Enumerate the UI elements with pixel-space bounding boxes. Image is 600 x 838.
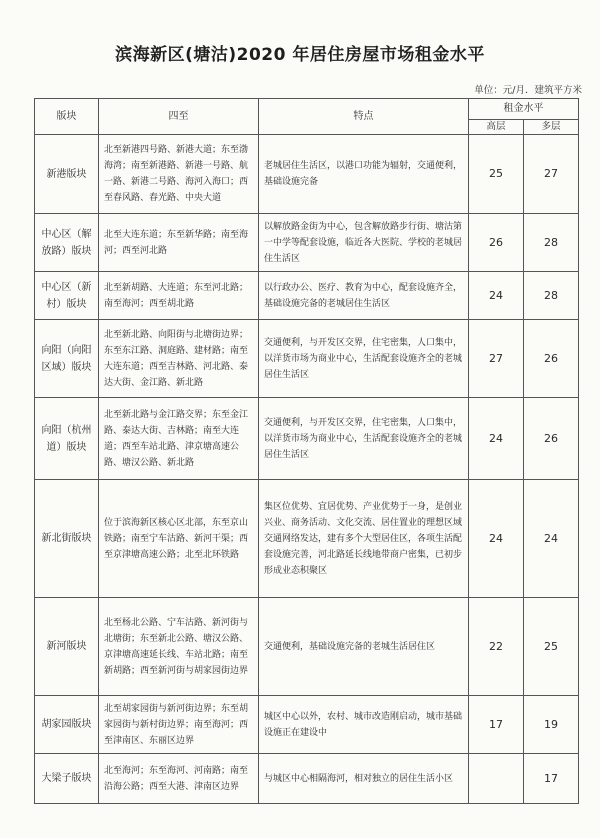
header-multi: 多层 — [524, 120, 579, 135]
features-cell: 交通便利，基础设施完备的老城生活居住区 — [259, 598, 469, 696]
features-cell: 以解放路金街为中心，包含解放路步行街、塘沽第一中学等配套设施，临近各大医院、学校的老城居住生活区 — [259, 214, 469, 272]
rent-high: 25 — [469, 135, 524, 214]
block-name: 中心区（解放路）版块 — [35, 214, 99, 272]
boundary-cell: 北至新北路、向阳街与北塘街边界；东至东江路、洞庭路、建材路；南至大连东道；西至吉林路、河北路、泰达大街、金江路、新北路 — [99, 320, 259, 398]
block-name: 中心区（新村）版块 — [35, 272, 99, 320]
rent-multi: 24 — [524, 480, 579, 598]
rent-high: 24 — [469, 272, 524, 320]
rent-high — [469, 754, 524, 804]
table-row — [35, 272, 579, 320]
table-row — [35, 598, 579, 696]
rent-multi: 26 — [524, 320, 579, 398]
boundary-cell: 北至新北路与金江路交界；东至金江路、泰达大街、吉林路；南至大连道；西至车站北路、津京塘高速公路、塘汉公路、新北路 — [99, 398, 259, 480]
table-row — [35, 696, 579, 754]
table-row — [35, 480, 579, 598]
block-name: 胡家园版块 — [35, 696, 99, 754]
rent-multi: 19 — [524, 696, 579, 754]
rent-multi: 17 — [524, 754, 579, 804]
table-row — [35, 320, 579, 398]
rent-high: 22 — [469, 598, 524, 696]
block-name: 大梁子版块 — [35, 754, 99, 804]
rent-high: 24 — [469, 480, 524, 598]
rent-high: 24 — [469, 398, 524, 480]
boundary-cell: 北至杨北公路、宁车沽路、新河街与北塘街；东至新北公路、塘汉公路、京津塘高速延长线、车站北路；南至新胡路；西至新河街与胡家园街边界 — [99, 598, 259, 696]
unit-note: 单位：元/月．建筑平方米 — [474, 85, 582, 96]
table-row — [35, 214, 579, 272]
page-title: 滨海新区(塘沽)2020 年居住房屋市场租金水平 — [115, 45, 485, 65]
block-name: 向阳（杭州道）版块 — [35, 398, 99, 480]
header-boundary: 四至 — [99, 99, 259, 135]
rent-multi: 27 — [524, 135, 579, 214]
boundary-cell: 北至新港四号路、新港大道；东至渤海湾；南至新港路、新港一号路、航一路、新港二号路、海河入海口；西至春风路、春光路、中央大道 — [99, 135, 259, 214]
features-cell: 交通便利，与开发区交界，住宅密集，人口集中，以洋货市场为商业中心，生活配套设施齐全的老城居住生活区 — [259, 398, 469, 480]
block-name: 新港版块 — [35, 135, 99, 214]
block-name: 向阳（向阳区域）版块 — [35, 320, 99, 398]
rent-multi: 25 — [524, 598, 579, 696]
header-rent: 租金水平 — [469, 99, 579, 120]
boundary-cell: 位于滨海新区核心区北部，东至京山铁路；南至宁车沽路、新河干渠；西至京津塘高速公路；北至北环铁路 — [99, 480, 259, 598]
boundary-cell: 北至胡家园街与新河街边界；东至胡家园街与新村街边界；南至海河；西至津南区、东丽区边界 — [99, 696, 259, 754]
rent-high: 27 — [469, 320, 524, 398]
block-name: 新河版块 — [35, 598, 99, 696]
rent-multi: 28 — [524, 214, 579, 272]
table-row — [35, 754, 579, 804]
block-name: 新北街版块 — [35, 480, 99, 598]
features-cell: 与城区中心相隔海河，相对独立的居住生活小区 — [259, 754, 469, 804]
boundary-cell: 北至海河；东至海河、河南路；南至沿海公路；西至大港、津南区边界 — [99, 754, 259, 804]
rent-multi: 28 — [524, 272, 579, 320]
rent-table — [34, 98, 579, 804]
header-block: 版块 — [35, 99, 99, 135]
header-high: 高层 — [469, 120, 524, 135]
features-cell: 老城居住生活区，以港口功能为辐射，交通便利，基础设施完备 — [259, 135, 469, 214]
features-cell: 集区位优势、宜居优势、产业优势于一身，是创业兴业、商务活动、文化交流、居住置业的理想区域交通网络发达，建有多个大型居住区，各项生活配套设施完善，河北路延长线地带商户密集，已初步形成业态积聚区 — [259, 480, 469, 598]
table-row — [35, 135, 579, 214]
rent-multi: 26 — [524, 398, 579, 480]
boundary-cell: 北至新胡路、大连道；东至河北路；南至海河；西至胡北路 — [99, 272, 259, 320]
header-features: 特点 — [259, 99, 469, 135]
boundary-cell: 北至大连东道；东至新华路；南至海河；西至河北路 — [99, 214, 259, 272]
features-cell: 以行政办公、医疗、教育为中心，配套设施齐全，基础设施完备的老城居住生活区 — [259, 272, 469, 320]
rent-high: 26 — [469, 214, 524, 272]
rent-high: 17 — [469, 696, 524, 754]
features-cell: 交通便利，与开发区交界，住宅密集，人口集中，以洋货市场为商业中心，生活配套设施齐全的老城居住生活区 — [259, 320, 469, 398]
features-cell: 城区中心以外，农村、城市改造刚启动，城市基础设施正在建设中 — [259, 696, 469, 754]
table-row — [35, 398, 579, 480]
